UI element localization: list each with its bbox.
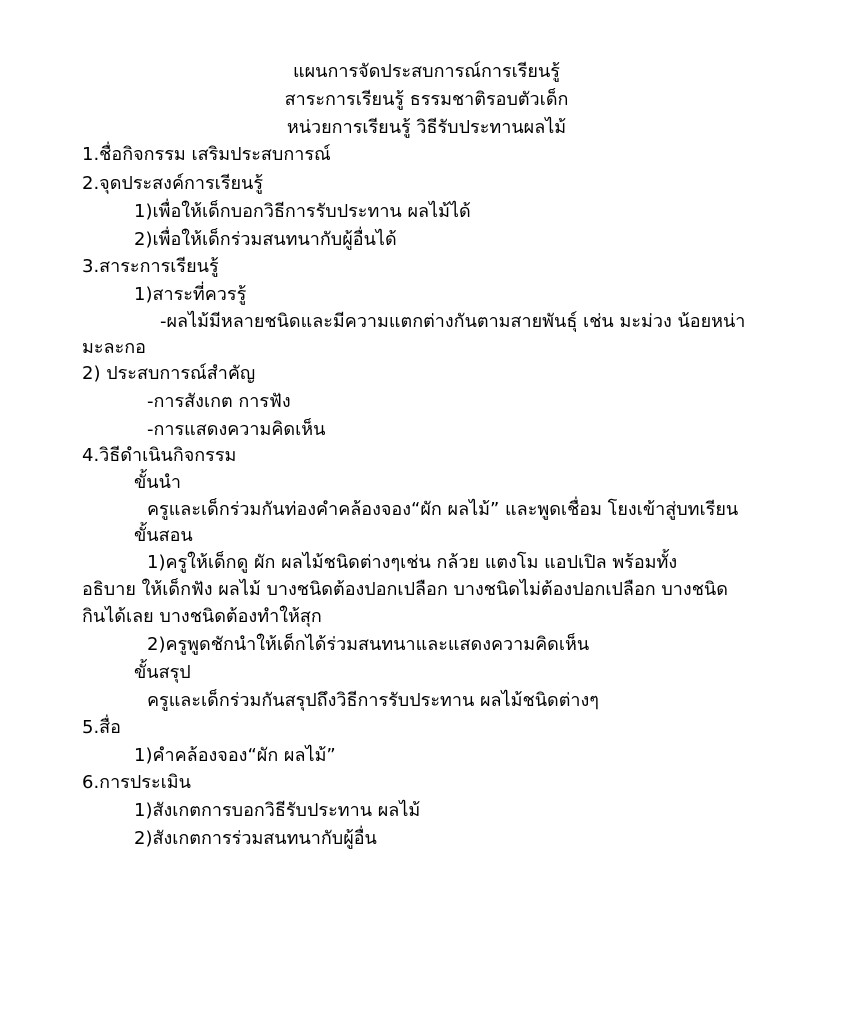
content-text: -ผลไม้มีหลายชนิดและมีความแตกต่างกันตามสายพันธุ์ เช่น มะม่วง น้อยหน่า [160, 311, 746, 332]
media-item: 1)คำคล้องจอง“ผัก ผลไม้” [134, 745, 336, 766]
section-2-heading: 2.จุดประสงค์การเรียนรู้ [82, 173, 264, 194]
doc-unit: หน่วยการเรียนรู้ วิธีรับประทานผลไม้ [286, 117, 567, 138]
content-text: มะละกอ [82, 337, 146, 358]
section-1-heading: 1.ชื่อกิจกรรม เสริมประสบการณ์ [82, 144, 331, 165]
section-4-heading: 4.วิธีดำเนินกิจกรรม [82, 445, 237, 466]
step-text: 1)ครูให้เด็กดู ผัก ผลไม้ชนิดต่างๆเช่น กล้วย แตงโม แอปเปิล พร้อมทั้ง [147, 552, 678, 573]
content-subheading: 1)สาระที่ควรรู้ [134, 284, 247, 305]
objective-item: 2)เพื่อให้เด็กร่วมสนทนากับผู้อื่นได้ [134, 229, 397, 250]
step-text: กินได้เลย บางชนิดต้องทำให้สุก [82, 606, 322, 627]
step-text: ครูและเด็กร่วมกันท่องคำคล้องจอง“ผัก ผลไม้” และพูดเชื่อม โยงเข้าสู่บทเรียน [147, 499, 739, 520]
step-text: ครูและเด็กร่วมกันสรุปถึงวิธีการรับประทาน ผลไม้ชนิดต่างๆ [147, 690, 599, 711]
evaluation-item: 2)สังเกตการร่วมสนทนากับผู้อื่น [134, 828, 377, 849]
step-label-intro: ขั้นนำ [134, 472, 182, 493]
experience-item: -การแสดงความคิดเห็น [147, 419, 326, 440]
step-text: อธิบาย ให้เด็กฟัง ผลไม้ บางชนิดต้องปอกเปลือก บางชนิดไม่ต้องปอกเปลือก บางชนิด [82, 579, 728, 600]
step-text: 2)ครูพูดชักนำให้เด็กได้ร่วมสนทนาและแสดงความคิดเห็น [147, 634, 590, 655]
section-6-heading: 6.การประเมิน [82, 772, 191, 793]
evaluation-item: 1)สังเกตการบอกวิธีรับประทาน ผลไม้ [134, 800, 421, 821]
experience-item: -การสังเกต การฟัง [147, 391, 291, 412]
step-label-teach: ขั้นสอน [134, 525, 193, 546]
section-5-heading: 5.สื่อ [82, 717, 121, 738]
objective-item: 1)เพื่อให้เด็กบอกวิธีการรับประทาน ผลไม้ได้ [134, 201, 471, 222]
doc-subject: สาระการเรียนรู้ ธรรมชาติรอบตัวเด็ก [284, 89, 569, 110]
section-3-heading: 3.สาระการเรียนรู้ [82, 256, 219, 277]
step-label-summary: ขั้นสรุป [134, 662, 191, 683]
doc-title: แผนการจัดประสบการณ์การเรียนรู้ [293, 61, 560, 82]
experience-subheading: 2) ประสบการณ์สำคัญ [82, 363, 256, 384]
